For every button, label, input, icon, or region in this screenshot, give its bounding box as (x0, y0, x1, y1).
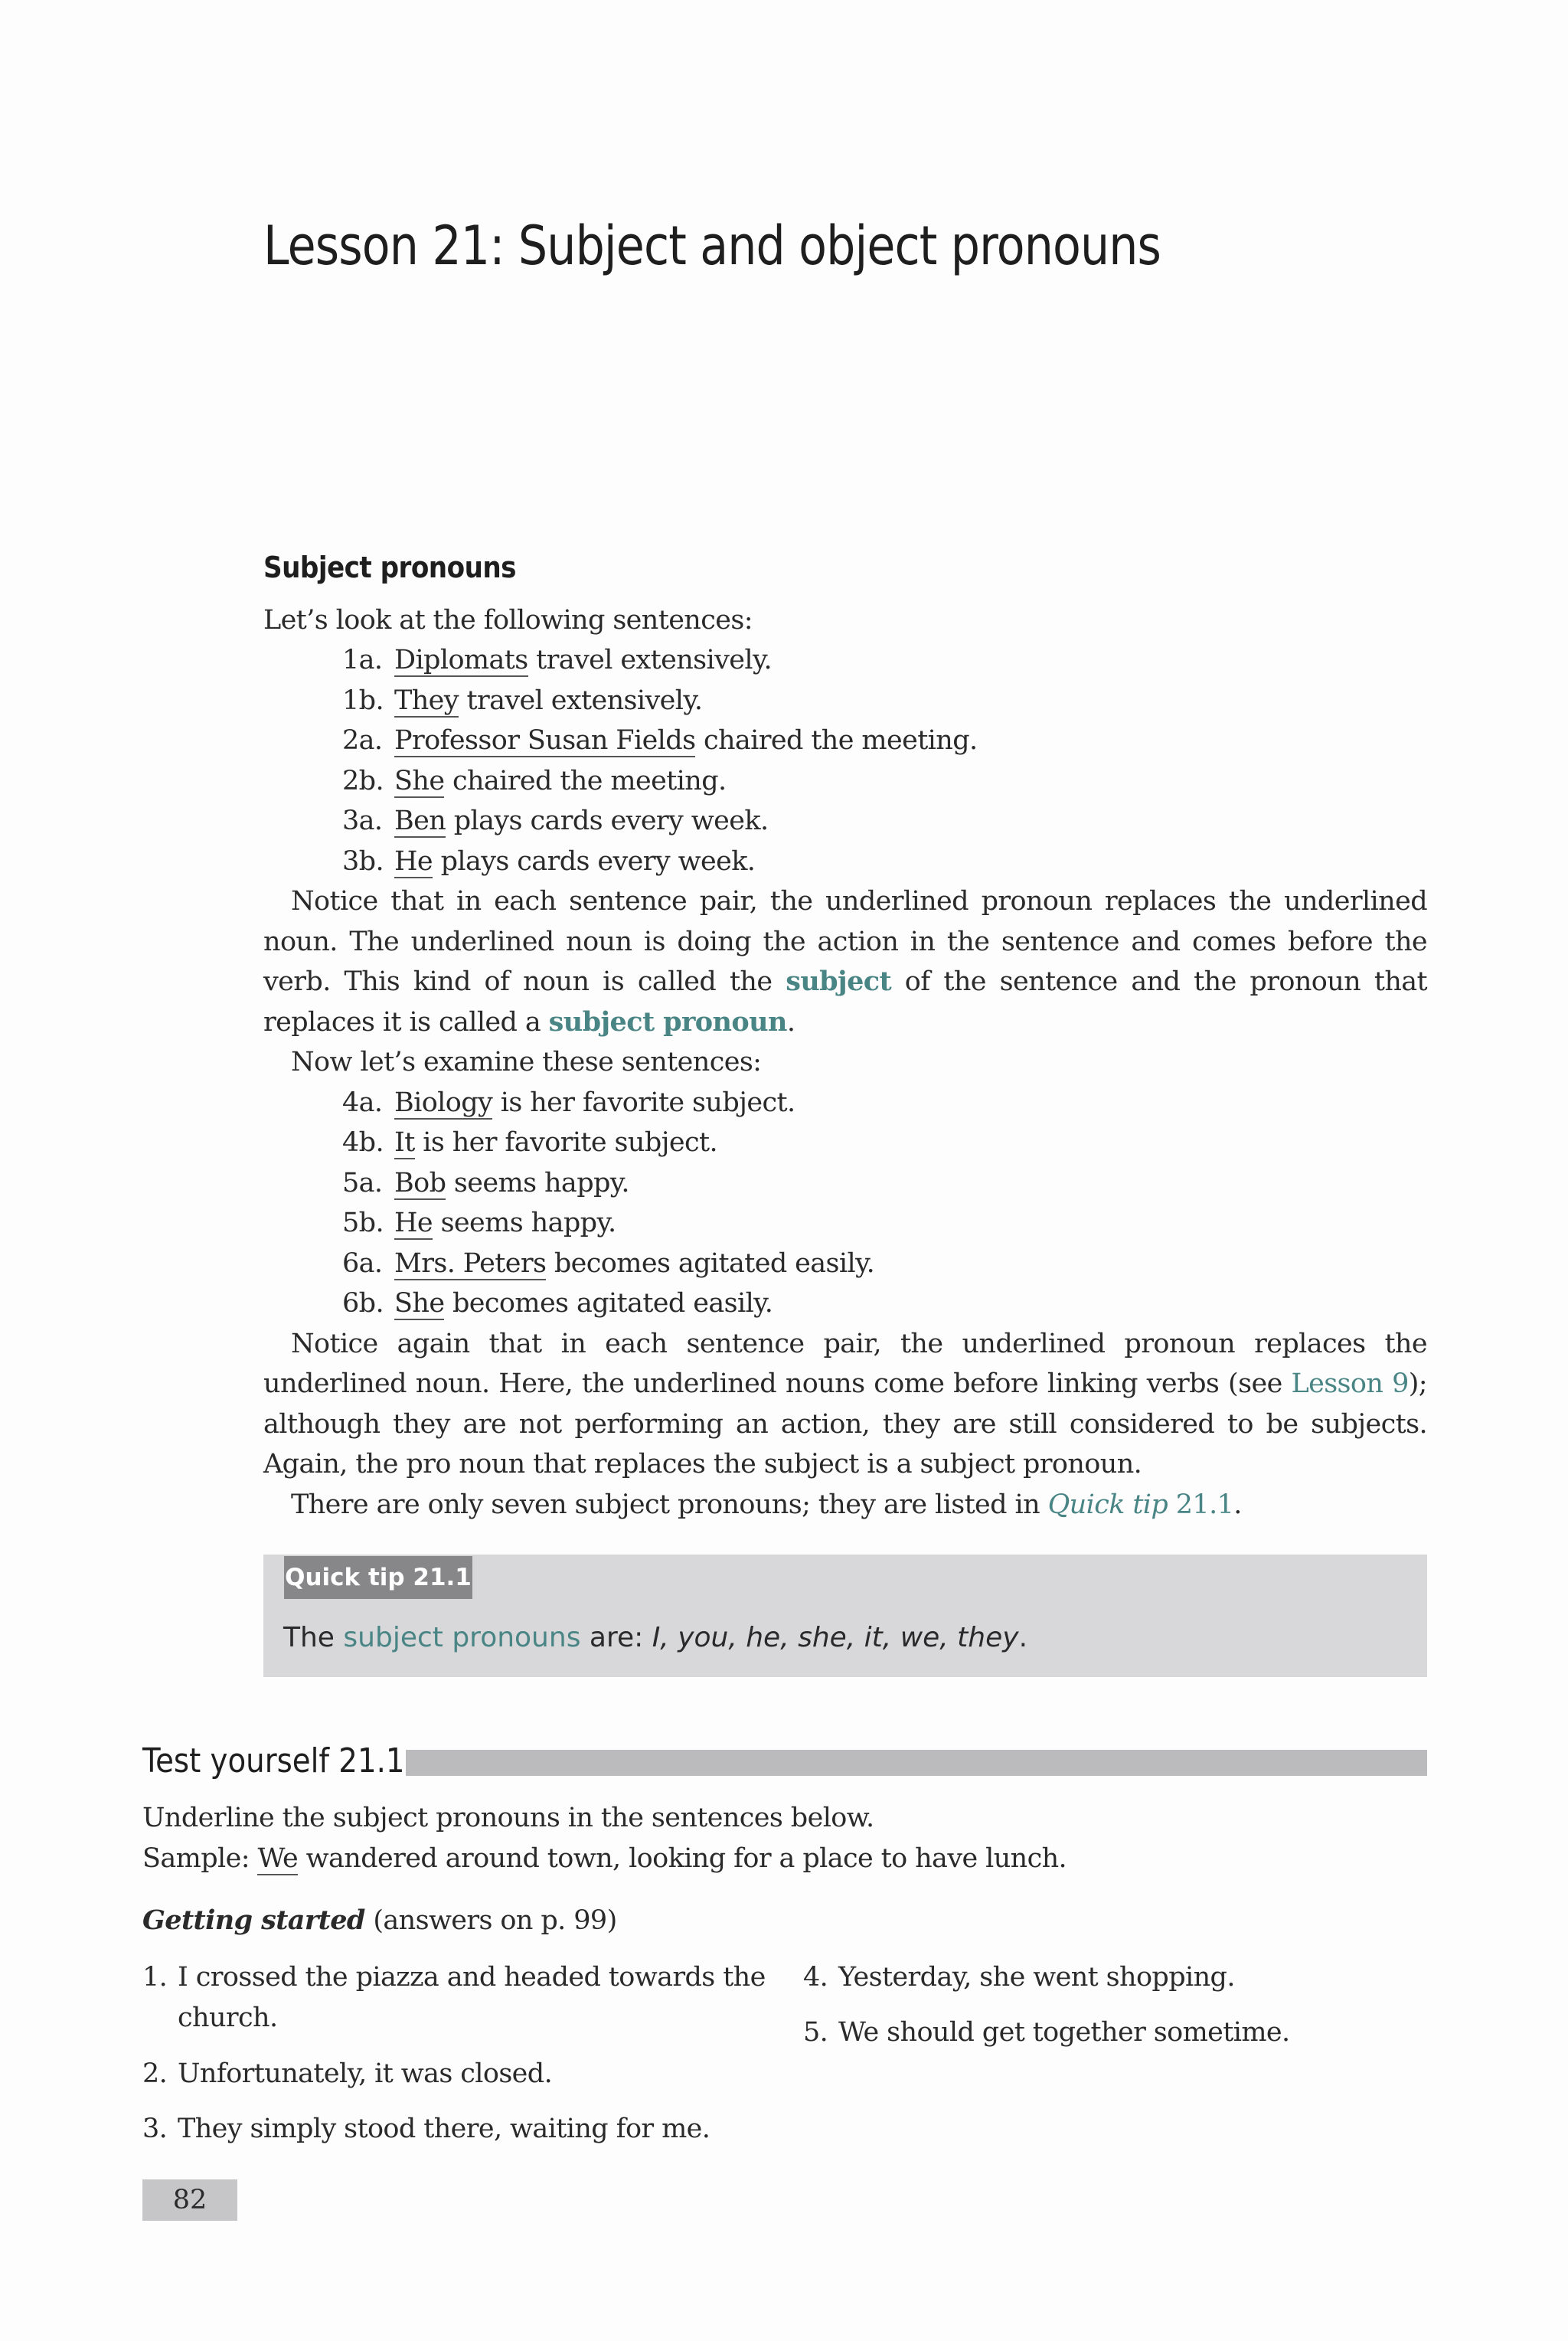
test-sample: Sample: We wandered around town, looking for a place to have lunch. (142, 1842, 1067, 1874)
example-item: 4a. Biology is her favorite subject. (342, 1087, 795, 1118)
underlined-word: They (394, 685, 459, 716)
lesson-9-link[interactable]: Lesson 9 (1291, 1368, 1409, 1399)
example-item: 3b. He plays cards every week. (342, 845, 756, 877)
example-item: 1a. Diplomats travel extensively. (342, 645, 773, 675)
getting-started: Getting started (answers on p. 99) (142, 1905, 617, 1936)
intro-text: Let’s look at the following sentences: (263, 604, 753, 636)
quick-tip-label: Quick tip 21.1 (284, 1556, 472, 1599)
page-number: 82 (142, 2179, 237, 2221)
underlined-word: Professor Susan Fields (394, 725, 696, 756)
example-item: 3a. Ben plays cards every week. (342, 806, 769, 836)
question-item: 4. Yesterday, she went shopping. (803, 1962, 1235, 1993)
example-item: 6a. Mrs. Peters becomes agitated easily. (342, 1247, 875, 1279)
test-instruction: Underline the subject pronouns in the sentences below. (142, 1803, 874, 1833)
example-item: 1b. They travel extensively. (342, 685, 703, 716)
example-item: 6b. She becomes agitated easily. (342, 1288, 773, 1319)
section-heading: Subject pronouns (263, 551, 517, 584)
example-item: 2a. Professor Susan Fields chaired the meeting. (342, 725, 978, 756)
question-item: 5. We should get together sometime. (803, 2017, 1290, 2048)
term-subject: subject (786, 966, 892, 997)
quick-tip-link[interactable]: Quick tip 21.1 (1047, 1489, 1234, 1520)
underlined-word: Biology (394, 1087, 493, 1118)
test-heading-bar (406, 1750, 1427, 1776)
quick-tip-box (263, 1555, 1427, 1677)
explanation-paragraph-1: Notice that in each sentence pair, the underlined pronoun replaces the underlined noun. The underlined noun is doing the action in the sentence and comes before the verb. This kind of noun is called the subject of the sentence and the pronoun that replaces it is called a subject pronoun. (263, 886, 1427, 1038)
underlined-word: It (394, 1127, 415, 1158)
underlined-word: Diplomats (394, 645, 528, 675)
underlined-word: He (394, 845, 433, 877)
underlined-word: Ben (394, 806, 446, 836)
underlined-word: Bob (394, 1167, 446, 1198)
question-item: 1. I crossed the piazza and headed towards the church. (142, 1962, 766, 2033)
intro-text-2: Now let’s examine these sentences: (291, 1047, 762, 1077)
example-item: 4b. It is her favorite subject. (342, 1127, 717, 1158)
question-item: 3. They simply stood there, waiting for me. (142, 2114, 710, 2144)
example-item: 5b. He seems happy. (342, 1208, 616, 1238)
quick-tip-text: The subject pronouns are: I, you, he, she, it, we, they. (283, 1622, 1028, 1653)
underlined-word: We (257, 1842, 299, 1874)
main-content (263, 548, 1427, 1525)
test-instructions (142, 1798, 1429, 1878)
question-item: 2. Unfortunately, it was closed. (142, 2058, 553, 2089)
term-subject-pronoun: subject pronoun (548, 1005, 787, 1038)
underlined-word: She (394, 1288, 445, 1319)
explanation-paragraph-2: Notice again that in each sentence pair, the underlined pronoun replaces the underlined noun. Here, the underlined nouns come before linking verbs (see Lesson 9); although they are not performing an action, they are still considered to be subjects. Again, the pro noun that replaces the subject is a subject pronoun. (263, 1328, 1427, 1479)
pronoun-list: I, you, he, she, it, we, they (652, 1622, 1019, 1653)
lesson-title: Lesson 21: Subject and object pronouns (263, 214, 1161, 277)
quick-tip-term: subject pronouns (343, 1622, 581, 1653)
underlined-word: He (394, 1208, 433, 1238)
example-item: 5a. Bob seems happy. (342, 1167, 629, 1198)
test-heading: Test yourself 21.1 (142, 1741, 405, 1780)
explanation-paragraph-3: There are only seven subject pronouns; they are listed in Quick tip 21.1. (291, 1489, 1242, 1520)
underlined-word: Mrs. Peters (394, 1247, 547, 1279)
example-list-2 (263, 1083, 1427, 1324)
example-item: 2b. She chaired the meeting. (342, 765, 727, 796)
underlined-word: She (394, 765, 445, 796)
example-list-1 (263, 640, 1427, 881)
